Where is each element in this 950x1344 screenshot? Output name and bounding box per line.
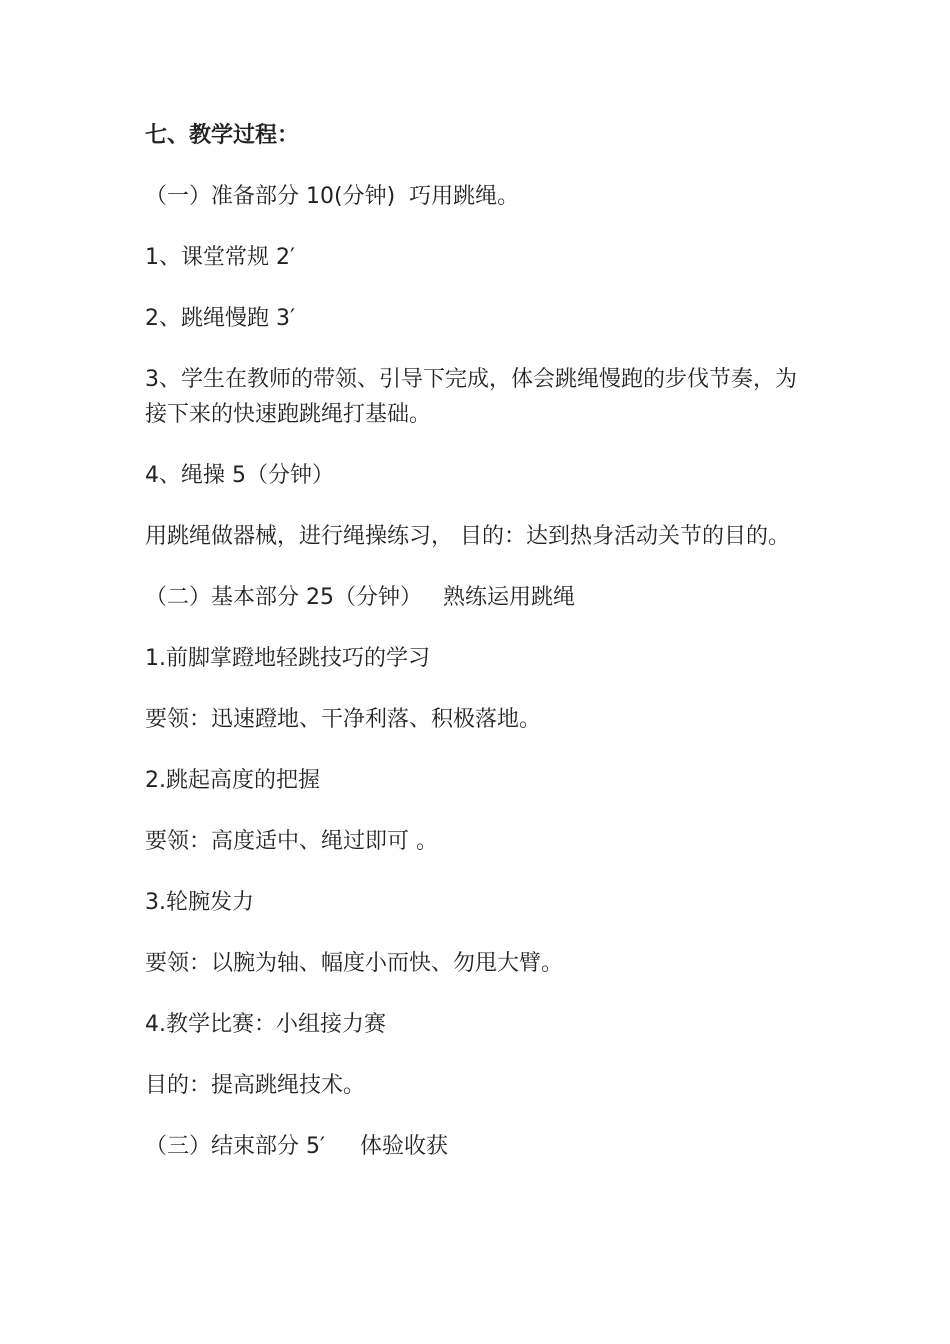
paragraph-competition: 4.教学比赛：小组接力赛 bbox=[145, 1012, 386, 1037]
paragraph-skill-2-key: 要领：高度适中、绳过即可 。 bbox=[145, 829, 438, 854]
section-one-title: （一）准备部分 10(分钟) 巧用跳绳。 bbox=[145, 184, 520, 209]
document-body bbox=[145, 118, 805, 1190]
paragraph-skill-2: 2.跳起高度的把握 bbox=[145, 768, 320, 793]
paragraph-skill-3: 3.轮腕发力 bbox=[145, 890, 254, 915]
paragraph-classroom-routine: 1、课堂常规 2′ bbox=[145, 245, 295, 270]
paragraph-rope-exercise-purpose: 用跳绳做器械，进行绳操练习， 目的：达到热身活动关节的目的。 bbox=[145, 524, 790, 549]
paragraph-skill-3-key: 要领：以腕为轴、幅度小而快、勿甩大臂。 bbox=[145, 951, 564, 976]
paragraph-rope-jog: 2、跳绳慢跑 3′ bbox=[145, 306, 295, 331]
paragraph-skill-1-key: 要领：迅速蹬地、干净利落、积极落地。 bbox=[145, 707, 542, 732]
paragraph-competition-purpose: 目的：提高跳绳技术。 bbox=[145, 1073, 366, 1098]
section-three-title: （三）结束部分 5′ 体验收获 bbox=[145, 1134, 448, 1159]
paragraph-rope-exercise: 4、绳操 5（分钟） bbox=[145, 463, 334, 488]
paragraph-teacher-guidance: 3、学生在教师的带领、引导下完成，体会跳绳慢跑的步伐节奏，为接下来的快速跑跳绳打基础。 bbox=[145, 367, 797, 427]
section-two-title: （二）基本部分 25（分钟） 熟练运用跳绳 bbox=[145, 585, 575, 610]
section-heading: 七、教学过程： bbox=[145, 123, 300, 148]
paragraph-skill-1: 1.前脚掌蹬地轻跳技巧的学习 bbox=[145, 646, 430, 671]
